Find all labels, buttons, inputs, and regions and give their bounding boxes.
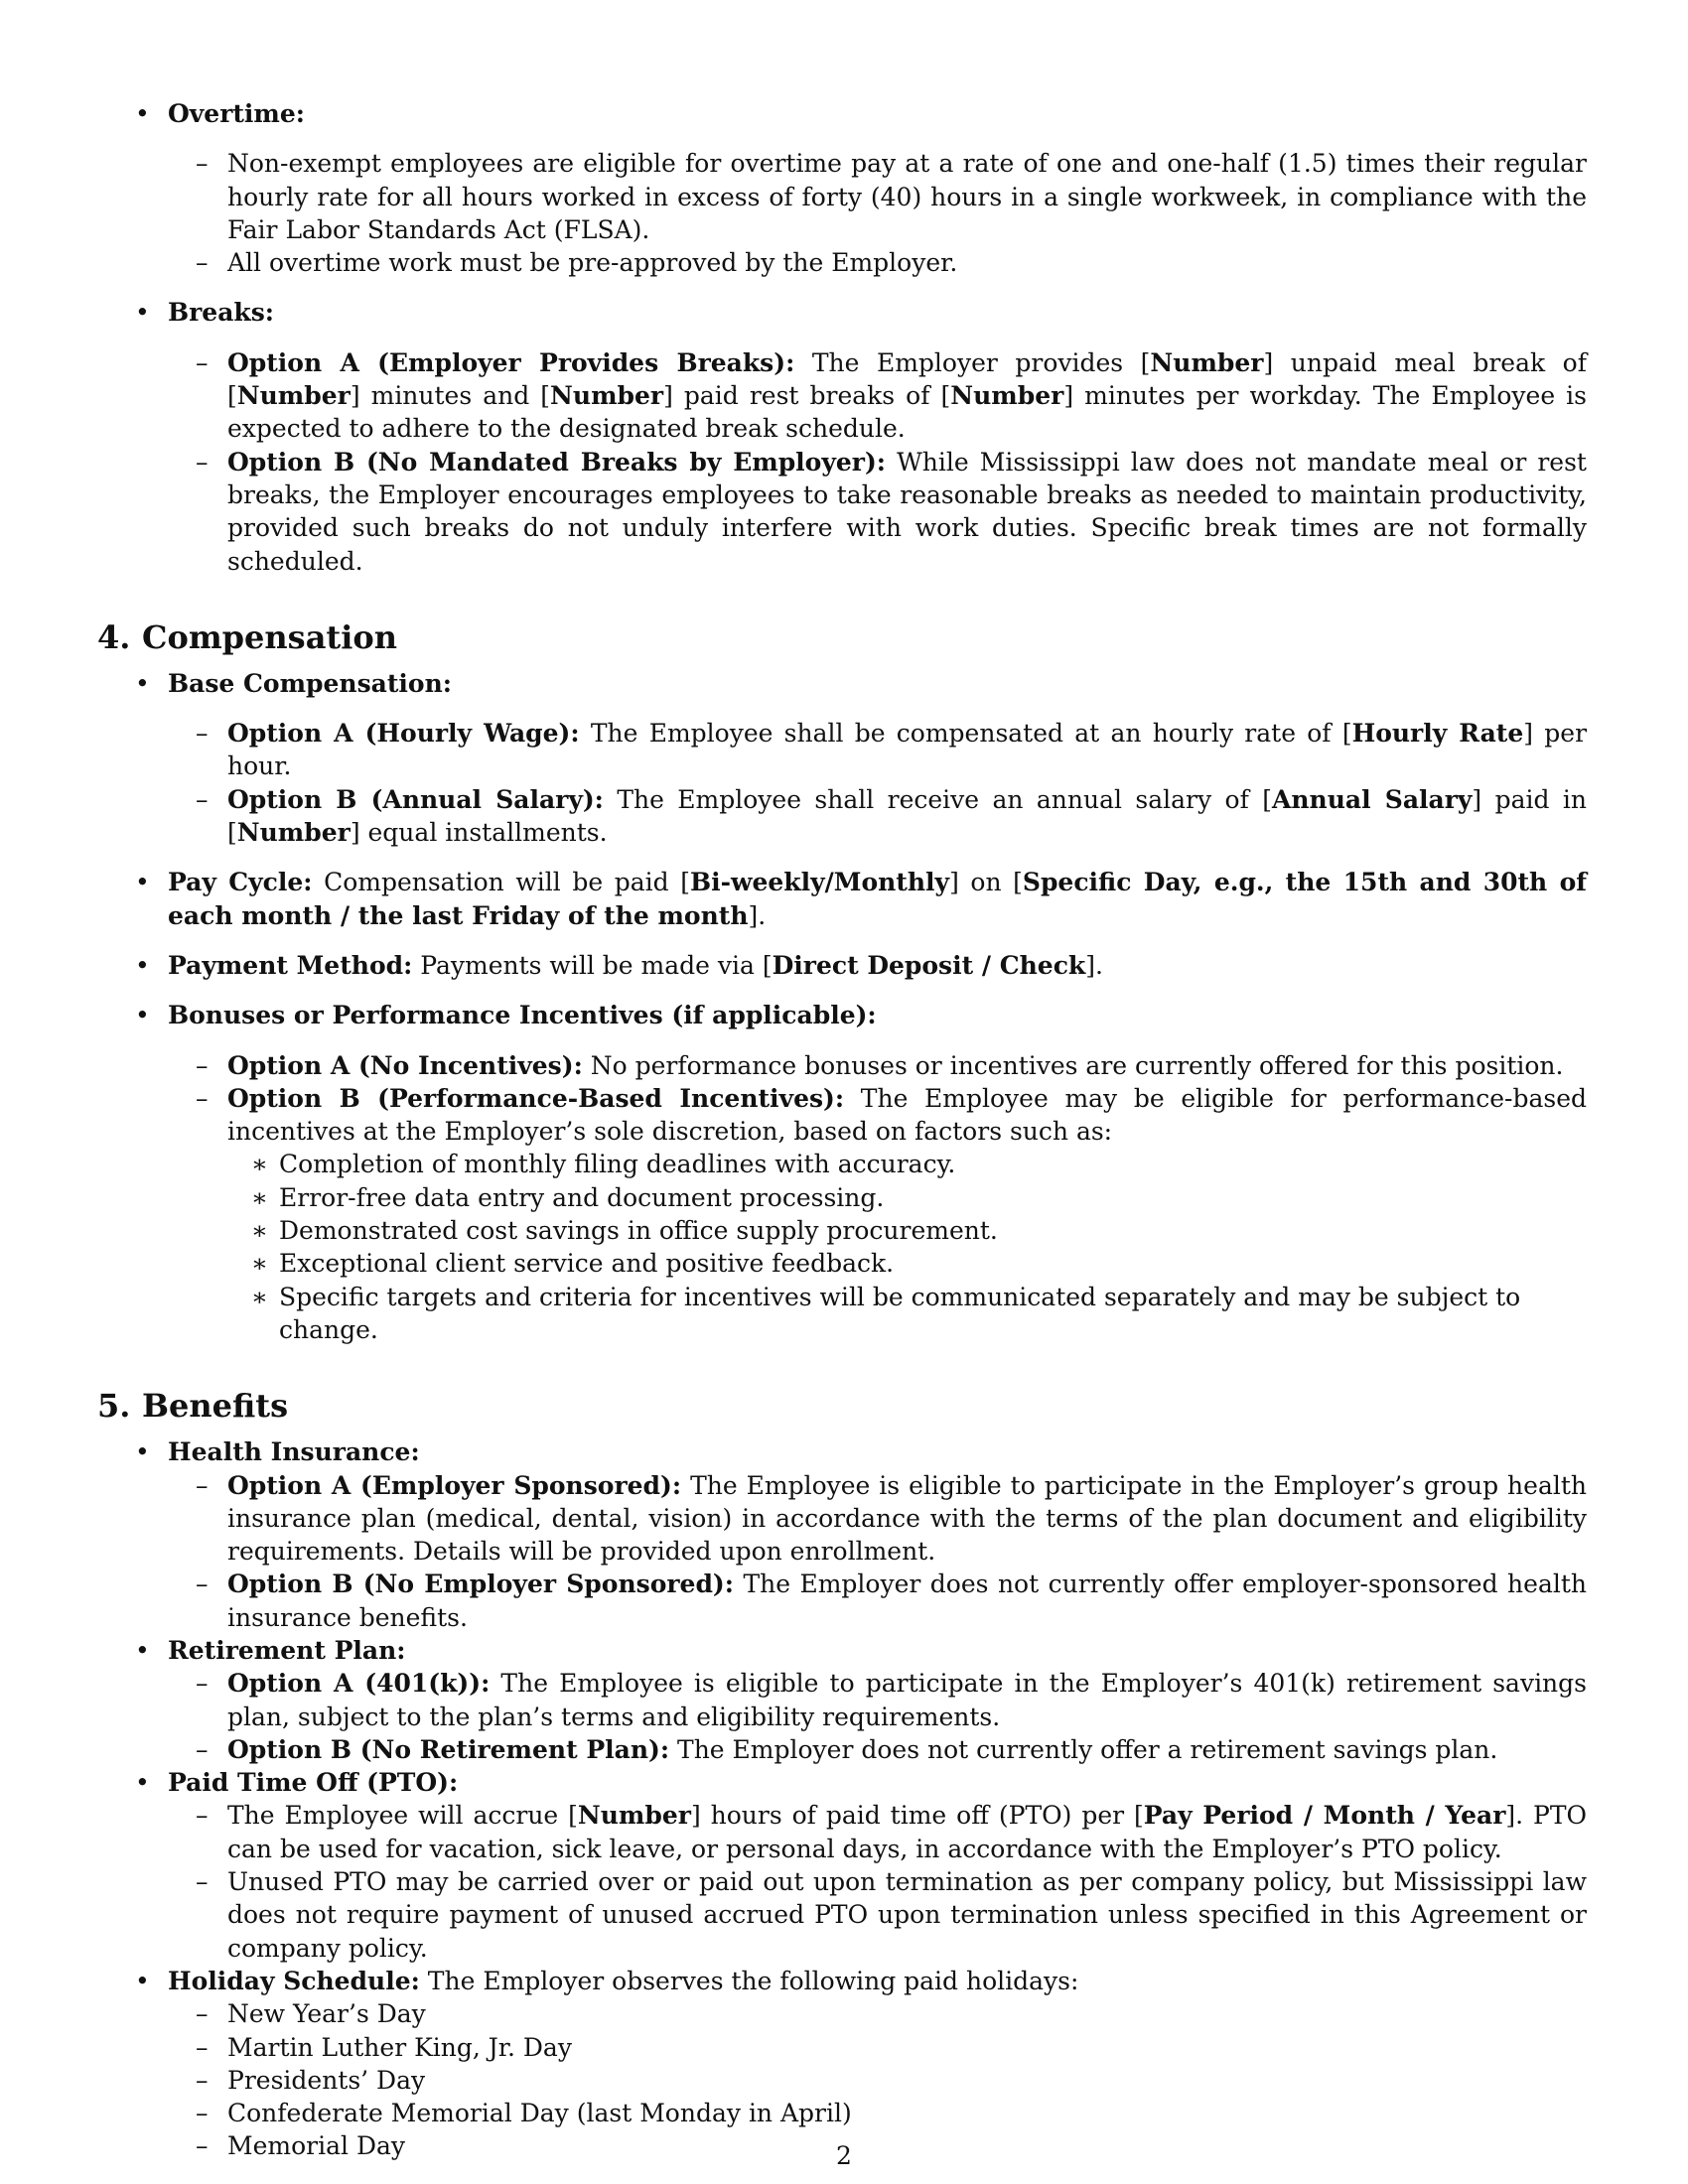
text-run: The Employee shall receive an annual salary of [ — [603, 784, 1272, 814]
performance-incentives-option — [97, 1082, 1587, 1149]
incentive-factor: ∗ Demonstrated cost savings in office supply procurement. — [97, 1214, 1587, 1247]
placeholder-payment-method: Direct Deposit / Check — [772, 950, 1086, 980]
health-option-b — [97, 1568, 1587, 1634]
text-run: The Employer does not currently offer a retirement savings plan. — [669, 1734, 1498, 1764]
placeholder-number: Number — [236, 381, 351, 411]
no-incentives-option — [97, 1049, 1587, 1082]
text-run: ] minutes and [ — [350, 381, 551, 411]
page-number: 2 — [836, 2141, 852, 2170]
holiday: – New Year’s Day — [97, 1997, 1587, 2030]
hourly-wage-option — [97, 717, 1587, 783]
placeholder-period: Pay Period / Month / Year — [1143, 1801, 1506, 1831]
breaks-label: Breaks: — [168, 298, 275, 328]
text-run: ] equal installments. — [350, 818, 608, 848]
option-label: Option B (Annual Salary): — [227, 784, 604, 814]
text-run: ]. — [748, 900, 767, 930]
pto-item — [97, 1766, 1587, 1799]
annual-salary-option — [97, 783, 1587, 850]
incentive-factor: ∗ Specific targets and criteria for incentives will be communicated separately and may be subject to change. — [97, 1281, 1587, 1347]
text-run: The Employee is eligible to participate in the Employer’s group health insurance plan (medical, dental, vision) in accordance with the terms of the plan document and eligibility requirements. Details will be provided upon enrollment. — [227, 1470, 1587, 1567]
placeholder-number: Number — [550, 381, 664, 411]
overtime-rule-2: – All overtime work must be pre-approved by the Employer. — [97, 246, 1587, 279]
section-number: 4. — [97, 617, 131, 656]
option-label: Option B (No Employer Sponsored): — [227, 1570, 734, 1599]
text-run: ]. PTO can be used for vacation, sick leave, or personal days, in accordance with the Employer’s PTO policy. — [227, 1801, 1587, 1863]
holiday: – Confederate Memorial Day (last Monday in April) — [97, 2097, 1587, 2129]
option-label: Option A (Employer Sponsored): — [227, 1470, 682, 1500]
placeholder-frequency: Bi-weekly/Monthly — [689, 868, 950, 897]
section-title: Compensation — [142, 617, 397, 656]
pto-label: Paid Time Off (PTO): — [168, 1768, 459, 1798]
pto-unused: – Unused PTO may be carried over or paid out upon termination as per company policy, but Mississippi law does not require payment of unused accrued PTO upon termination unless specified in this Agreement or company policy. — [97, 1865, 1587, 1965]
text-run: ]. — [1085, 950, 1103, 980]
text-run: The Employee will accrue [ — [227, 1801, 578, 1831]
holiday: – Martin Luther King, Jr. Day — [97, 2031, 1587, 2064]
text-run: The Employee is eligible to participate in the Employer’s 401(k) retirement savings plan, subject to the plan’s terms and eligibility requirements. — [227, 1669, 1587, 1731]
incentive-factor: ∗ Exceptional client service and positive feedback. — [97, 1247, 1587, 1280]
text-run: ] minutes per workday. The Employee is expected to adhere to the designated break schedule. — [227, 381, 1587, 444]
option-label: Option B (No Retirement Plan): — [227, 1734, 670, 1764]
text-run: The Employer does not currently offer employer-sponsored health insurance benefits. — [227, 1570, 1588, 1632]
section-heading-compensation — [97, 617, 1587, 657]
health-insurance-label: Health Insurance: — [168, 1437, 420, 1467]
placeholder-hourly-rate: Hourly Rate — [1351, 719, 1524, 749]
section-number: 5. — [97, 1387, 131, 1426]
pto-accrual — [97, 1799, 1587, 1865]
text-run: ] hours of paid time off (PTO) per [ — [690, 1801, 1144, 1831]
payment-method-label: Payment Method: — [168, 950, 413, 980]
incentive-factor: ∗ Completion of monthly filing deadlines with accuracy. — [97, 1148, 1587, 1180]
placeholder-number: Number — [1150, 347, 1264, 377]
section-title: Benefits — [142, 1387, 289, 1426]
page-content — [97, 97, 1587, 2163]
health-insurance-item — [97, 1435, 1587, 1468]
holiday-schedule-item — [97, 1965, 1587, 1997]
text-run: ] per hour. — [227, 719, 1588, 781]
bonuses-label: Bonuses or Performance Incentives (if applicable): — [168, 1001, 877, 1030]
pay-cycle-item — [97, 866, 1587, 932]
retirement-plan-item — [97, 1634, 1587, 1667]
text-run: ] paid in [ — [227, 784, 1587, 848]
placeholder-number: Number — [950, 381, 1064, 411]
pay-cycle-label: Pay Cycle: — [168, 868, 313, 897]
section-heading-benefits — [97, 1386, 1587, 1426]
placeholder-number: Number — [236, 818, 351, 848]
text-run: ] paid rest breaks of [ — [663, 381, 951, 411]
health-option-a — [97, 1469, 1587, 1569]
text-run: ] unpaid meal break of [ — [227, 347, 1587, 411]
text-run: ] on [ — [949, 868, 1023, 897]
base-compensation-label: Base Compensation: — [168, 668, 452, 698]
placeholder-pay-day: Specific Day, e.g., the 15th and 30th of each month / the last Friday of the month — [168, 868, 1587, 930]
text-run: The Employer provides [ — [794, 347, 1151, 377]
overtime-label: Overtime: — [168, 99, 306, 128]
overtime-rule-1: – Non-exempt employees are eligible for overtime pay at a rate of one and one-half (1.5) times their regular hourly rate for all hours worked in excess of forty (40) hours in a single workweek, in compliance with the Fair Labor Standards Act (FLSA). — [97, 147, 1587, 246]
base-compensation-item — [97, 667, 1587, 700]
holiday: – Presidents’ Day — [97, 2064, 1587, 2097]
retirement-option-b — [97, 1733, 1587, 1766]
retirement-option-a — [97, 1667, 1587, 1733]
option-label: Option B (Performance-Based Incentives): — [227, 1083, 845, 1113]
option-label: Option A (No Incentives): — [227, 1050, 583, 1080]
breaks-option-b — [97, 446, 1587, 578]
holiday-schedule-label: Holiday Schedule: — [168, 1966, 420, 1995]
breaks-option-a-label: Option A (Employer Provides Breaks): — [227, 347, 795, 377]
holiday: – Memorial Day — [97, 2129, 1587, 2162]
text-run: The Employee may be eligible for performance-based incentives at the Employer’s sole discretion, based on factors such as: — [227, 1083, 1588, 1147]
bonuses-item — [97, 999, 1587, 1031]
text-run: While Mississippi law does not mandate meal or rest breaks, the Employer encourages employees to take reasonable breaks as needed to maintain productivity, provided such breaks do not unduly interfere with work duties. Specific break times are not formally scheduled. — [227, 447, 1587, 576]
retirement-plan-label: Retirement Plan: — [168, 1635, 406, 1665]
incentive-factor: ∗ Error-free data entry and document processing. — [97, 1181, 1587, 1214]
breaks-option-a — [97, 346, 1587, 446]
text-run: No performance bonuses or incentives are currently offered for this position. — [582, 1050, 1564, 1080]
overtime-item — [97, 97, 1587, 130]
breaks-option-b-label: Option B (No Mandated Breaks by Employer): — [227, 447, 887, 477]
breaks-item — [97, 296, 1587, 329]
option-label: Option A (401(k)): — [227, 1669, 491, 1699]
placeholder-annual-salary: Annual Salary — [1271, 784, 1473, 814]
text-run: The Employee shall be compensated at an hourly rate of [ — [579, 719, 1352, 749]
option-label: Option A (Hourly Wage): — [227, 719, 580, 749]
text-run: The Employer observes the following paid holidays: — [419, 1966, 1079, 1995]
payment-method-item — [97, 949, 1587, 982]
placeholder-number: Number — [577, 1801, 691, 1831]
text-run: Payments will be made via [ — [412, 950, 773, 980]
text-run: Compensation will be paid [ — [312, 868, 690, 897]
